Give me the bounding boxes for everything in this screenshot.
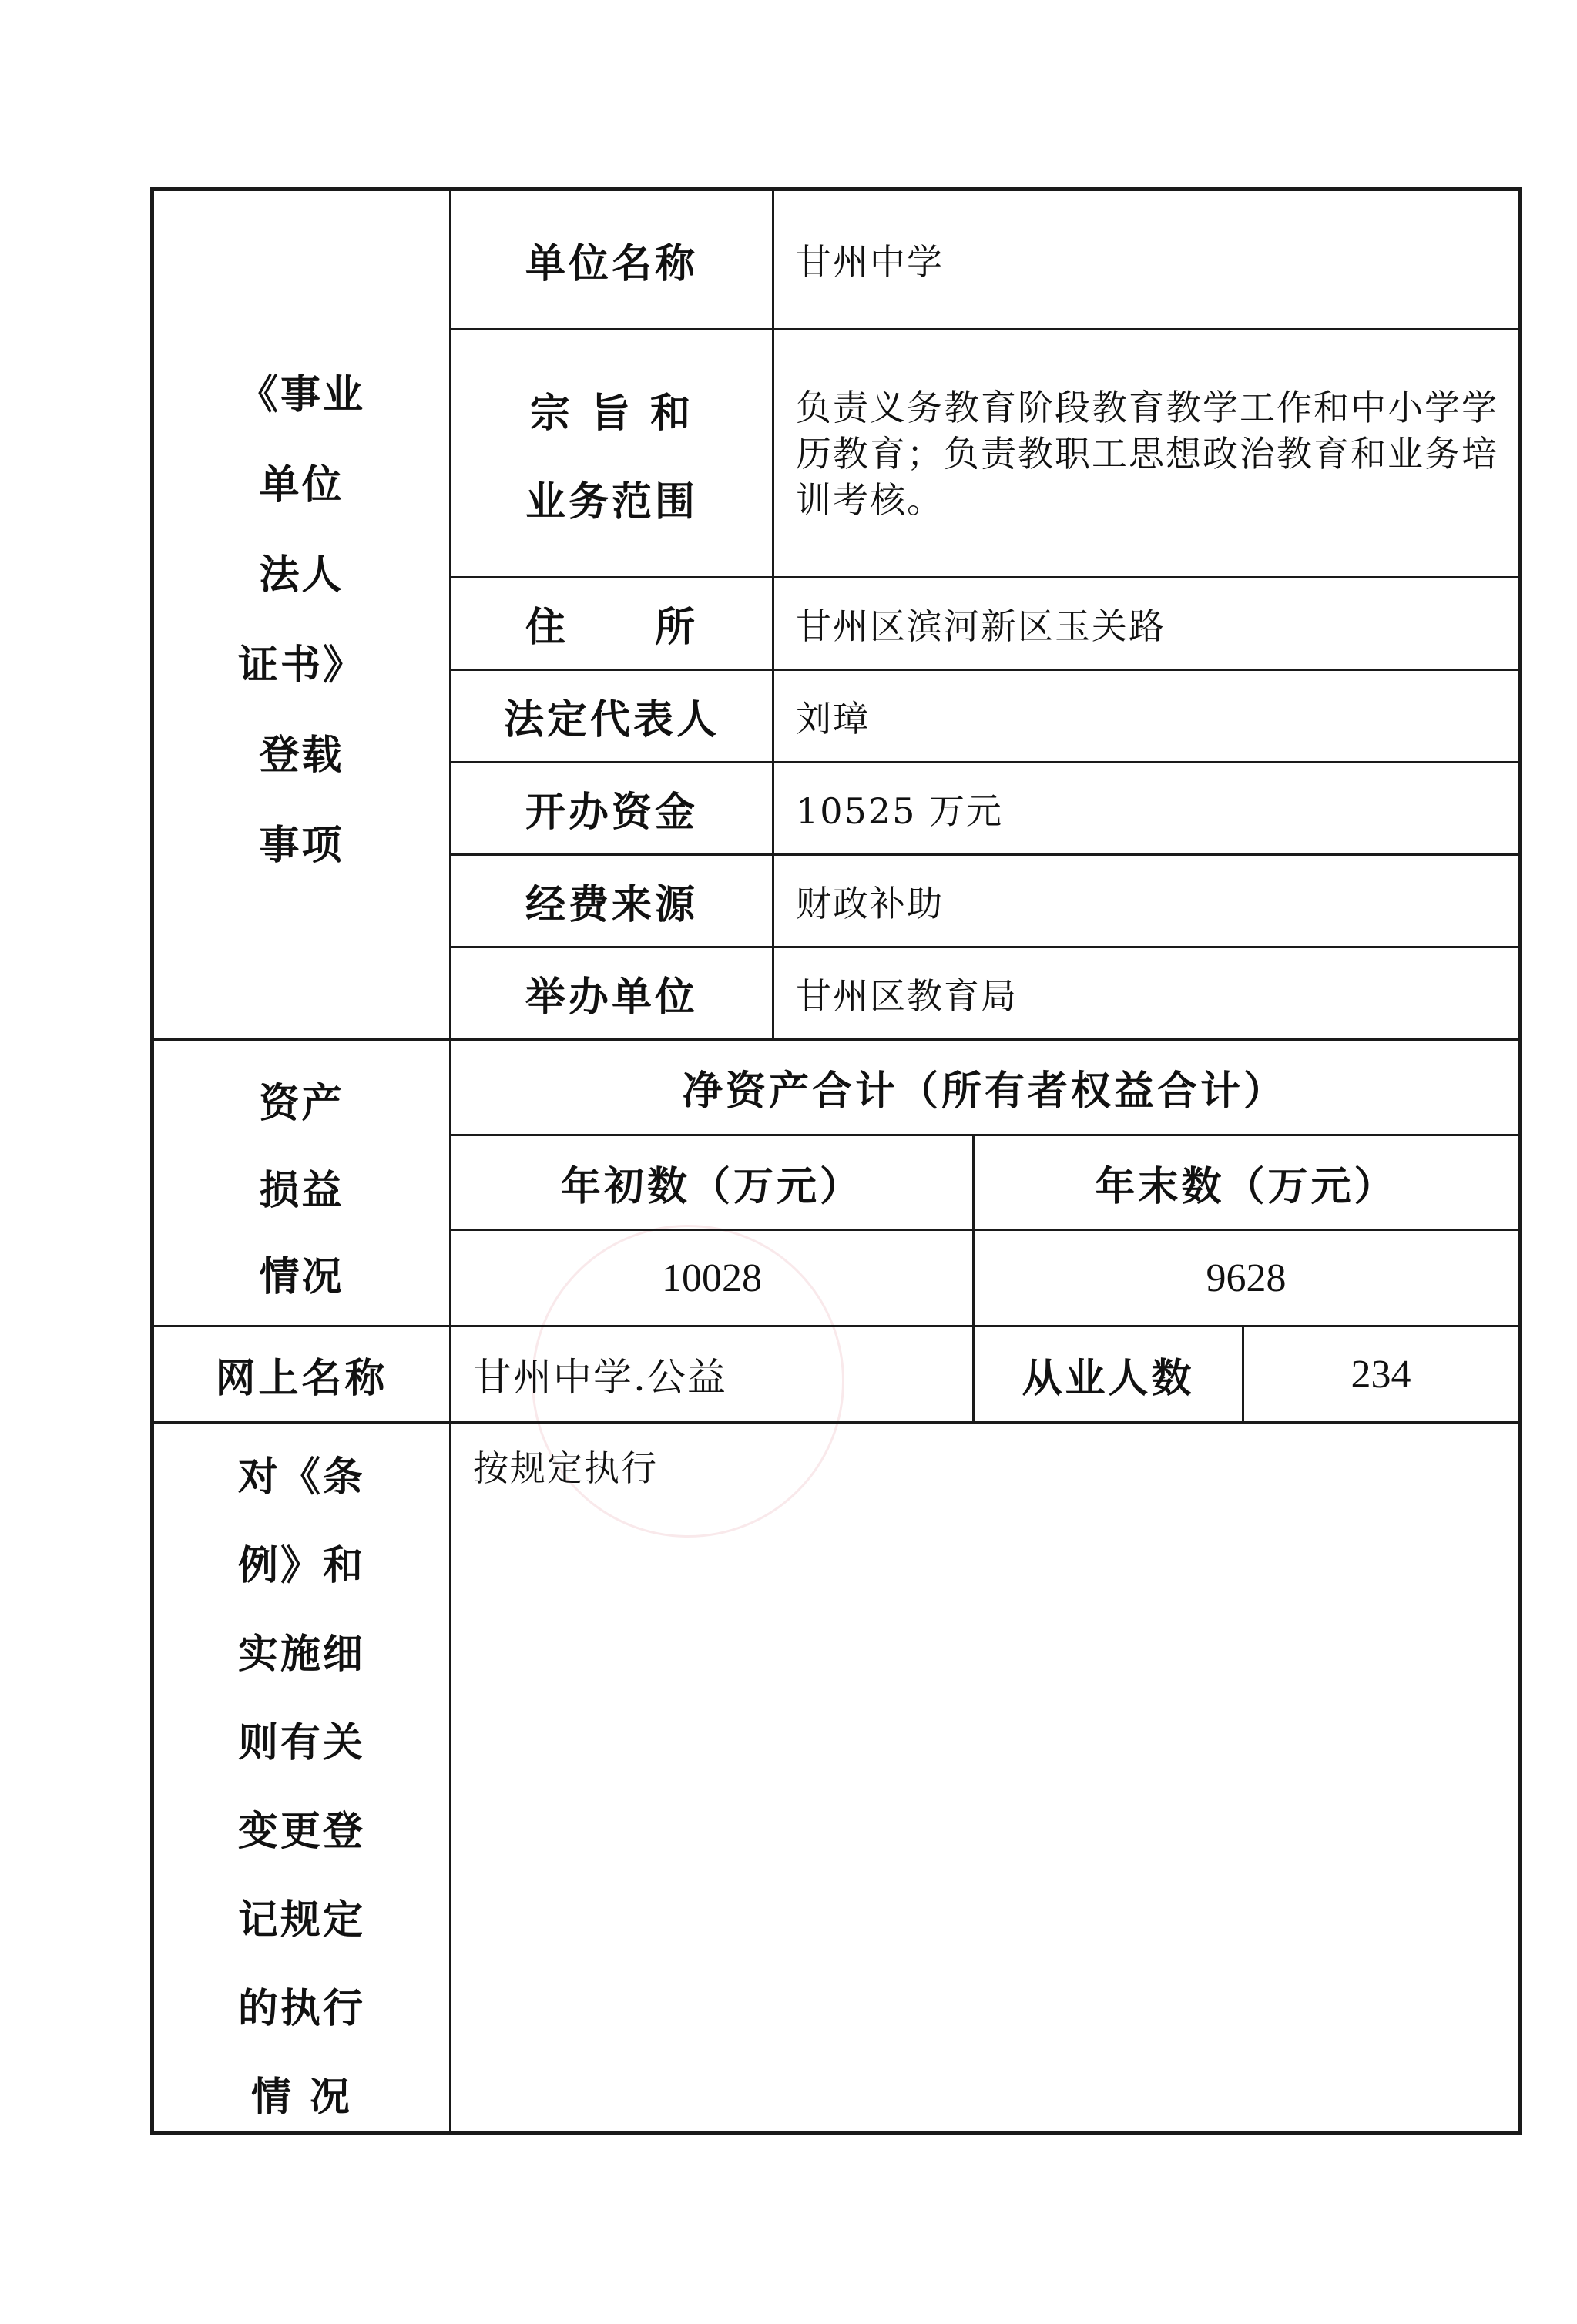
- legal-representative-value: 刘璋: [796, 697, 870, 739]
- compliance-label-line: 的执行: [237, 1985, 365, 2032]
- start-of-year-label: 年初数（万元）: [560, 1162, 863, 1210]
- compliance-label-line: 对《条: [237, 1454, 365, 1501]
- unit-name-value: 甘州中学: [796, 241, 944, 283]
- start-capital-label: 开办资金: [525, 789, 698, 836]
- sponsor-unit-label: 举办单位: [525, 974, 698, 1021]
- assets-section-label: [154, 1071, 449, 1302]
- legal-representative-label: 法定代表人: [503, 696, 720, 743]
- address-label: 住 所: [525, 604, 698, 651]
- online-name-value: 甘州中学.公益: [473, 1355, 727, 1400]
- assets-label-line: 情况: [259, 1253, 344, 1300]
- registration-label-line: 证书》: [237, 642, 365, 689]
- assets-label-line: 资产: [259, 1080, 344, 1127]
- registration-section-label: [154, 362, 449, 870]
- sponsor-unit-value: 甘州区教育局: [796, 974, 1018, 1017]
- start-of-year-value: 10028: [662, 1256, 762, 1300]
- address-value: 甘州区滨河新区玉关路: [796, 605, 1166, 647]
- start-capital-value: 10525 万元: [796, 790, 1003, 832]
- registration-label-line: 单位: [259, 461, 344, 508]
- purpose-label-line1: 宗 旨 和: [529, 389, 694, 437]
- funding-source-value: 财政补助: [796, 882, 944, 924]
- end-of-year-value: 9628: [1206, 1256, 1287, 1300]
- registration-label-line: 登载: [259, 732, 344, 779]
- compliance-label-line: 变更登: [237, 1808, 365, 1855]
- staff-count-label: 从业人数: [1022, 1354, 1195, 1402]
- assets-label-line: 损益: [259, 1166, 344, 1214]
- compliance-label-line: 情 况: [250, 2074, 353, 2121]
- net-assets-header: 净资产合计（所有者权益合计）: [682, 1068, 1287, 1115]
- compliance-label-line: 实施细: [237, 1631, 365, 1678]
- registration-label-line: 事项: [259, 822, 344, 869]
- staff-count-value: 234: [1351, 1352, 1411, 1397]
- online-name-label: 网上名称: [215, 1354, 388, 1402]
- unit-name-label: 单位名称: [525, 240, 698, 287]
- funding-source-label: 经费来源: [525, 881, 698, 928]
- registration-label-line: 《事业: [237, 371, 365, 418]
- registration-label-line: 法人: [259, 552, 344, 599]
- compliance-value: 按规定执行: [473, 1447, 658, 1489]
- purpose-label-line2: 业务范围: [525, 478, 698, 525]
- compliance-label-line: 例》和: [237, 1542, 365, 1589]
- purpose-value: 负责义务教育阶段教育教学工作和中小学学历教育；负责教职工思想政治教育和业务培训考核。: [796, 386, 1498, 521]
- compliance-section-label: [154, 1444, 449, 2122]
- compliance-label-line: 则有关: [237, 1719, 365, 1766]
- end-of-year-label: 年末数（万元）: [1095, 1162, 1397, 1210]
- compliance-label-line: 记规定: [237, 1896, 365, 1943]
